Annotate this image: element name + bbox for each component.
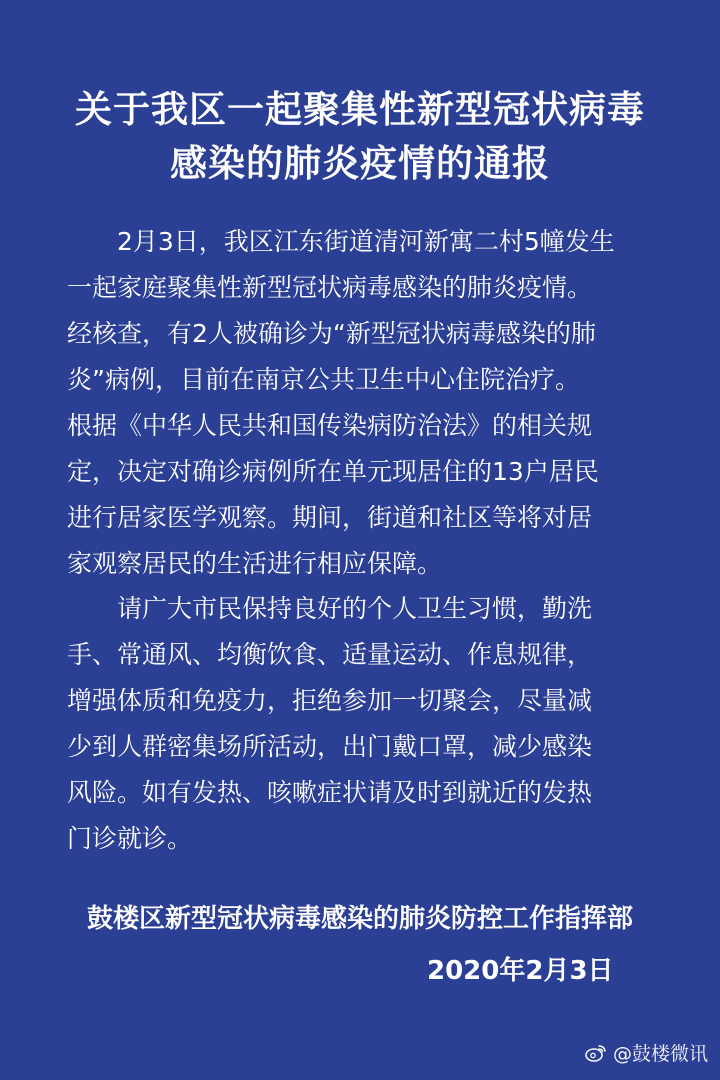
paragraph-1-line: 一起家庭聚集性新型冠状病毒感染的肺炎疫情。 — [67, 273, 593, 302]
paragraph-2-line: 手、常通风、均衡饮食、适量运动、作息规律， — [67, 640, 593, 669]
paragraph-1 — [67, 219, 667, 587]
paragraph-2-line: 门诊就诊。 — [67, 824, 193, 853]
weibo-icon — [585, 1043, 607, 1063]
weibo-watermark — [585, 1039, 708, 1066]
paragraph-1-line: 2月3日，我区江东街道清河新寓二村5幢发生 — [117, 227, 615, 256]
paragraph-1-line: 定，决定对确诊病例所在单元现居住的13户居民 — [67, 457, 599, 486]
issuer-signature: 鼓楼区新型冠状病毒感染的肺炎防控工作指挥部 — [87, 904, 634, 934]
paragraph-1-line: 家观察居民的生活进行相应保障。 — [67, 549, 443, 578]
paragraph-2-line: 请广大市民保持良好的个人卫生习惯，勤洗 — [117, 594, 593, 623]
paragraph-1-line: 经核查，有2人被确诊为“新型冠状病毒感染的肺 — [67, 319, 596, 348]
paragraph-1-line: 炎”病例，目前在南京公共卫生中心住院治疗。 — [67, 365, 580, 394]
notice-title-line2: 感染的肺炎疫情的通报 — [170, 142, 550, 185]
paragraph-1-line: 根据《中华人民共和国传染病防治法》的相关规 — [67, 411, 593, 440]
paragraph-1-line: 进行居家医学观察。期间，街道和社区等将对居 — [67, 503, 593, 532]
notice-title-line1: 关于我区一起聚集性新型冠状病毒 — [75, 88, 645, 131]
watermark-text: @鼓楼微讯 — [612, 1043, 708, 1065]
paragraph-2 — [67, 586, 667, 862]
issue-date: 2020年2月3日 — [427, 956, 614, 986]
paragraph-2-line: 增强体质和免疫力，拒绝参加一切聚会，尽量减 — [67, 686, 593, 715]
paragraph-2-line: 少到人群密集场所活动，出门戴口罩，减少感染 — [67, 732, 593, 761]
paragraph-2-line: 风险。如有发热、咳嗽症状请及时到就近的发热 — [67, 778, 593, 807]
